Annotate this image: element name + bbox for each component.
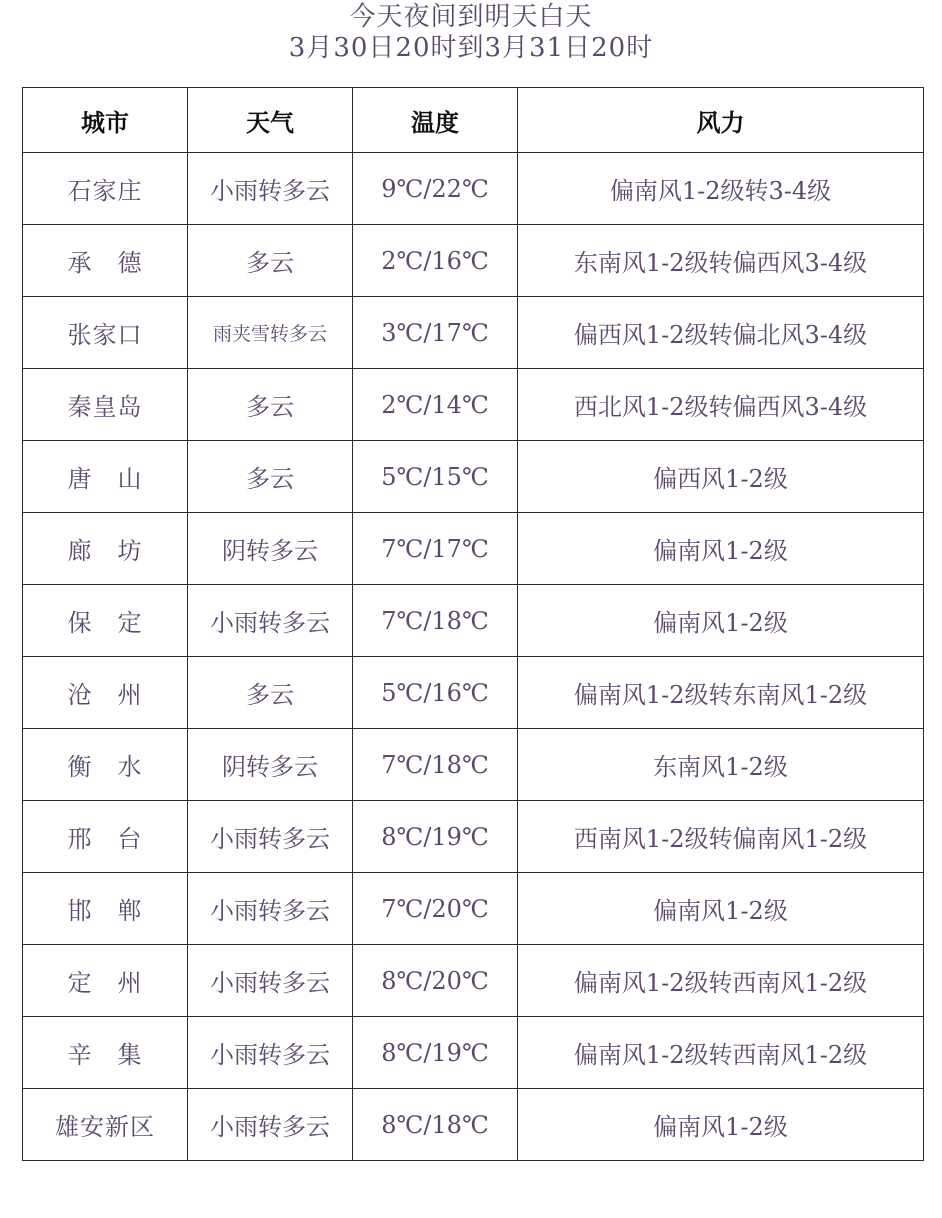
table-row	[23, 945, 924, 1017]
title-line-1: 今天夜间到明天白天	[349, 2, 593, 32]
wind-cell: 东南风1-2级转偏西风3-4级	[518, 225, 924, 297]
table-row	[23, 657, 924, 729]
weather-cell: 小雨转多云	[188, 585, 353, 657]
city-cell: 承 德	[23, 225, 188, 297]
table-header-row	[23, 88, 924, 153]
temperature-cell: 7℃/17℃	[353, 513, 518, 585]
table-row	[23, 225, 924, 297]
temperature-cell: 3℃/17℃	[353, 297, 518, 369]
table-row	[23, 1089, 924, 1161]
wind-cell: 偏西风1-2级转偏北风3-4级	[518, 297, 924, 369]
wind-cell: 偏南风1-2级	[518, 513, 924, 585]
temperature-cell: 9℃/22℃	[353, 153, 518, 225]
weather-cell: 小雨转多云	[188, 945, 353, 1017]
city-cell: 廊 坊	[23, 513, 188, 585]
page-title	[0, 2, 942, 64]
wind-cell: 偏南风1-2级	[518, 585, 924, 657]
city-cell: 邯 郸	[23, 873, 188, 945]
wind-cell: 偏南风1-2级转3-4级	[518, 153, 924, 225]
temperature-cell: 2℃/14℃	[353, 369, 518, 441]
weather-cell: 多云	[188, 225, 353, 297]
temperature-cell: 8℃/18℃	[353, 1089, 518, 1161]
table-row	[23, 873, 924, 945]
table-row	[23, 369, 924, 441]
wind-cell: 偏南风1-2级	[518, 1089, 924, 1161]
table-row	[23, 729, 924, 801]
city-cell: 石家庄	[23, 153, 188, 225]
wind-cell: 偏南风1-2级转西南风1-2级	[518, 1017, 924, 1089]
weather-cell: 雨夹雪转多云	[188, 297, 353, 369]
temperature-cell: 7℃/20℃	[353, 873, 518, 945]
weather-cell: 多云	[188, 369, 353, 441]
weather-cell: 小雨转多云	[188, 801, 353, 873]
wind-cell: 西南风1-2级转偏南风1-2级	[518, 801, 924, 873]
wind-cell: 偏南风1-2级转西南风1-2级	[518, 945, 924, 1017]
city-cell: 保 定	[23, 585, 188, 657]
weather-cell: 小雨转多云	[188, 1089, 353, 1161]
forecast-table	[22, 87, 924, 1161]
wind-cell: 偏南风1-2级	[518, 873, 924, 945]
weather-cell: 小雨转多云	[188, 1017, 353, 1089]
temperature-cell: 8℃/19℃	[353, 1017, 518, 1089]
wind-cell: 西北风1-2级转偏西风3-4级	[518, 369, 924, 441]
city-cell: 沧 州	[23, 657, 188, 729]
temperature-cell: 8℃/19℃	[353, 801, 518, 873]
weather-cell: 多云	[188, 441, 353, 513]
table-row	[23, 585, 924, 657]
temperature-cell: 5℃/16℃	[353, 657, 518, 729]
temperature-cell: 7℃/18℃	[353, 729, 518, 801]
city-cell: 邢 台	[23, 801, 188, 873]
header-weather: 天气	[188, 88, 353, 153]
wind-cell: 偏南风1-2级转东南风1-2级	[518, 657, 924, 729]
table-row	[23, 153, 924, 225]
table-row	[23, 297, 924, 369]
table-row	[23, 513, 924, 585]
city-cell: 辛 集	[23, 1017, 188, 1089]
weather-cell: 小雨转多云	[188, 873, 353, 945]
city-cell: 唐 山	[23, 441, 188, 513]
table-row	[23, 1017, 924, 1089]
header-wind: 风力	[518, 88, 924, 153]
title-line-2: 3月30日20时到3月31日20时	[288, 33, 654, 63]
city-cell: 秦皇岛	[23, 369, 188, 441]
wind-cell: 偏西风1-2级	[518, 441, 924, 513]
wind-cell: 东南风1-2级	[518, 729, 924, 801]
city-cell: 张家口	[23, 297, 188, 369]
weather-cell: 多云	[188, 657, 353, 729]
temperature-cell: 2℃/16℃	[353, 225, 518, 297]
header-city: 城市	[23, 88, 188, 153]
table-row	[23, 441, 924, 513]
temperature-cell: 7℃/18℃	[353, 585, 518, 657]
city-cell: 定 州	[23, 945, 188, 1017]
weather-cell: 小雨转多云	[188, 153, 353, 225]
temperature-cell: 8℃/20℃	[353, 945, 518, 1017]
temperature-cell: 5℃/15℃	[353, 441, 518, 513]
city-cell: 雄安新区	[23, 1089, 188, 1161]
header-temperature: 温度	[353, 88, 518, 153]
weather-cell: 阴转多云	[188, 513, 353, 585]
city-cell: 衡 水	[23, 729, 188, 801]
table-row	[23, 801, 924, 873]
weather-cell: 阴转多云	[188, 729, 353, 801]
